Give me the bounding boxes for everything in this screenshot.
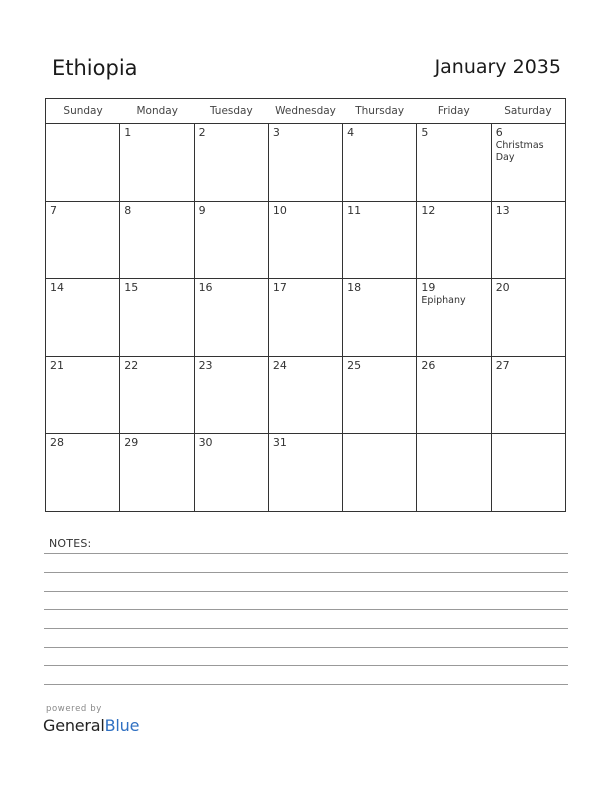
day-cell xyxy=(195,124,269,201)
weekday-thursday: Thursday xyxy=(355,105,405,117)
day-number: 31 xyxy=(272,436,287,450)
country-title: Ethiopia xyxy=(52,56,138,80)
day-cell xyxy=(343,357,417,434)
day-cell xyxy=(269,279,343,356)
week-row xyxy=(46,202,565,280)
day-number: 20 xyxy=(495,281,510,295)
day-cell xyxy=(120,434,194,512)
day-number: 13 xyxy=(495,203,510,217)
day-cell xyxy=(343,124,417,201)
generalblue-logo[interactable] xyxy=(43,716,139,735)
day-cell xyxy=(120,202,194,279)
day-number: 9 xyxy=(198,203,206,217)
day-cell xyxy=(269,202,343,279)
day-number: 26 xyxy=(421,358,436,372)
notes-line xyxy=(44,684,568,685)
day-cell xyxy=(417,202,491,279)
notes-line xyxy=(44,647,568,648)
day-number: 1 xyxy=(124,126,132,139)
day-number: 7 xyxy=(50,203,57,217)
day-number: 16 xyxy=(198,281,213,295)
day-number: 29 xyxy=(124,436,139,450)
day-number: 24 xyxy=(272,358,287,372)
day-cell xyxy=(120,357,194,434)
day-number: 17 xyxy=(272,281,287,295)
day-number: 19 xyxy=(421,281,436,295)
weekday-monday: Monday xyxy=(136,105,178,117)
day-number: 2 xyxy=(198,126,206,139)
day-cell xyxy=(492,279,565,356)
day-number: 4 xyxy=(347,126,355,139)
day-number: 28 xyxy=(50,436,64,450)
day-cell xyxy=(120,279,194,356)
day-cell xyxy=(492,202,565,279)
day-cell xyxy=(417,434,491,512)
weekday-header-row xyxy=(46,99,565,124)
day-cell xyxy=(343,202,417,279)
day-cell xyxy=(195,279,269,356)
day-number: 14 xyxy=(50,281,64,295)
weekday-sunday: Sunday xyxy=(63,105,103,117)
notes-line xyxy=(44,609,568,610)
day-cell xyxy=(492,124,565,201)
powered-by-label: powered by xyxy=(46,704,102,714)
week-row xyxy=(46,357,565,435)
day-number: 3 xyxy=(272,126,280,139)
day-number: 22 xyxy=(124,358,139,372)
month-year-title: January 2035 xyxy=(434,56,561,78)
day-cell xyxy=(269,124,343,201)
week-row xyxy=(46,124,565,202)
day-number: 5 xyxy=(421,126,429,139)
day-cell xyxy=(46,357,120,434)
day-cell xyxy=(343,434,417,512)
day-cell xyxy=(492,434,565,512)
day-number: 6 xyxy=(495,126,503,139)
calendar-grid xyxy=(45,98,566,512)
week-row xyxy=(46,434,565,512)
day-cell xyxy=(46,279,120,356)
day-number: 27 xyxy=(495,358,510,372)
day-cell xyxy=(417,279,491,356)
day-number: 18 xyxy=(347,281,362,295)
day-number: 11 xyxy=(347,203,362,217)
week-row xyxy=(46,279,565,357)
notes-line xyxy=(44,628,568,629)
weekday-saturday: Saturday xyxy=(504,105,552,117)
notes-line xyxy=(44,553,568,554)
notes-line xyxy=(44,591,568,592)
weekday-friday: Friday xyxy=(437,105,470,117)
day-number: 30 xyxy=(198,436,213,450)
day-number: 10 xyxy=(272,203,287,217)
notes-line xyxy=(44,572,568,573)
day-cell xyxy=(46,124,120,201)
day-number: 15 xyxy=(124,281,139,295)
day-cell xyxy=(195,357,269,434)
brand-general: General xyxy=(43,716,105,735)
day-cell xyxy=(269,357,343,434)
day-number: 25 xyxy=(347,358,362,372)
day-cell xyxy=(195,202,269,279)
day-cell xyxy=(417,124,491,201)
day-number: 8 xyxy=(124,203,132,217)
day-cell xyxy=(195,434,269,512)
weekday-tuesday: Tuesday xyxy=(209,105,253,117)
notes-line xyxy=(44,665,568,666)
brand-blue: Blue xyxy=(104,716,140,735)
holiday-label: Christmas Day xyxy=(495,140,544,163)
holiday-label: Epiphany xyxy=(421,295,466,307)
day-cell xyxy=(269,434,343,512)
day-cell xyxy=(417,357,491,434)
weekday-wednesday: Wednesday xyxy=(275,105,336,117)
day-cell xyxy=(343,279,417,356)
day-number: 23 xyxy=(198,358,213,372)
day-cell xyxy=(120,124,194,201)
day-number: 12 xyxy=(421,203,436,217)
day-cell xyxy=(46,202,120,279)
day-cell xyxy=(492,357,565,434)
day-cell xyxy=(46,434,120,512)
notes-label: NOTES: xyxy=(49,537,92,550)
day-number: 21 xyxy=(50,358,64,372)
